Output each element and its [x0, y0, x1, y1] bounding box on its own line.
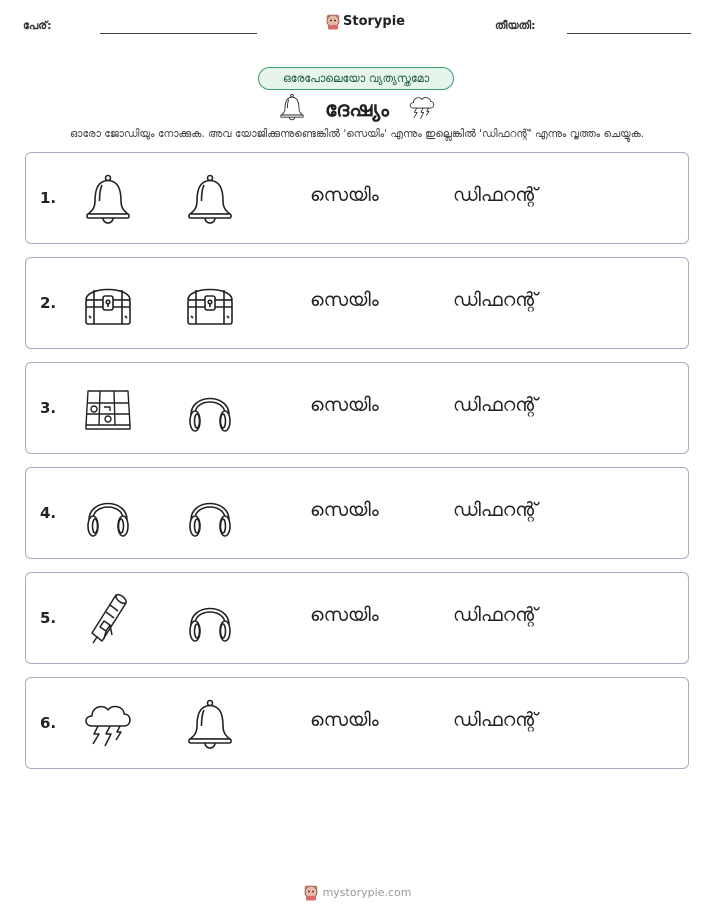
- headphones-icon: [182, 381, 238, 437]
- headphones-icon: [182, 486, 238, 542]
- storm-cloud-icon: [80, 696, 136, 752]
- worksheet-type-badge: ഒരേപോലെയോ വ്യത്യസ്തമോ: [258, 67, 454, 90]
- treasure-chest-icon: [80, 276, 136, 332]
- date-line[interactable]: [567, 33, 691, 34]
- question-number: 4.: [40, 504, 57, 522]
- question-row: [25, 572, 689, 664]
- storypie-logo: [325, 13, 405, 30]
- different-option[interactable]: ഡിഫറന്റ്: [453, 289, 538, 311]
- question-row: [25, 362, 689, 454]
- question-row: [25, 467, 689, 559]
- different-option[interactable]: ഡിഫറന്റ്: [453, 604, 538, 626]
- question-number: 6.: [40, 714, 57, 732]
- footer: [0, 884, 714, 901]
- same-option[interactable]: സെയിം: [310, 604, 379, 626]
- same-option[interactable]: സെയിം: [310, 289, 379, 311]
- different-option[interactable]: ഡിഫറന്റ്: [453, 184, 538, 206]
- name-label: പേര്:: [23, 19, 52, 32]
- same-option[interactable]: സെയിം: [310, 709, 379, 731]
- scroll-icon: [80, 591, 136, 647]
- name-line[interactable]: [100, 33, 257, 34]
- same-option[interactable]: സെയിം: [310, 184, 379, 206]
- question-row: [25, 152, 689, 244]
- question-number: 2.: [40, 294, 57, 312]
- question-number: 1.: [40, 189, 57, 207]
- question-row: [25, 257, 689, 349]
- same-option[interactable]: സെയിം: [310, 394, 379, 416]
- headphones-icon: [80, 486, 136, 542]
- date-label: തീയതി:: [495, 19, 536, 32]
- storm-cloud-icon: [407, 92, 437, 126]
- logo-text: Storypie: [343, 14, 405, 29]
- question-row: [25, 677, 689, 769]
- instructions: ഓരോ ജോഡിയും നോക്കുക. അവ യോജിക്കുന്നുണ്ടെങ്കിൽ 'സെയിം' എന്നും ഇല്ലെങ്കിൽ 'ഡിഫറന്റ്' എന്നും വൃത്തം ചെയ്യുക.: [69, 128, 645, 140]
- storypie-mascot-icon: [303, 884, 319, 901]
- different-option[interactable]: ഡിഫറന്റ്: [453, 499, 538, 521]
- treasure-chest-icon: [182, 276, 238, 332]
- headphones-icon: [182, 591, 238, 647]
- different-option[interactable]: ഡിഫറന്റ്: [453, 709, 538, 731]
- different-option[interactable]: ഡിഫറന്റ്: [453, 394, 538, 416]
- sliding-puzzle-icon: [80, 381, 136, 437]
- footer-site: mystorypie.com: [322, 886, 412, 899]
- storypie-mascot-icon: [325, 13, 341, 30]
- bell-icon: [182, 171, 238, 227]
- worksheet-title: ദേഷ്യം: [325, 96, 389, 121]
- title-row: [0, 92, 714, 126]
- bell-icon: [182, 696, 238, 752]
- bell-icon: [277, 92, 307, 126]
- bell-icon: [80, 171, 136, 227]
- same-option[interactable]: സെയിം: [310, 499, 379, 521]
- question-number: 3.: [40, 399, 57, 417]
- question-number: 5.: [40, 609, 57, 627]
